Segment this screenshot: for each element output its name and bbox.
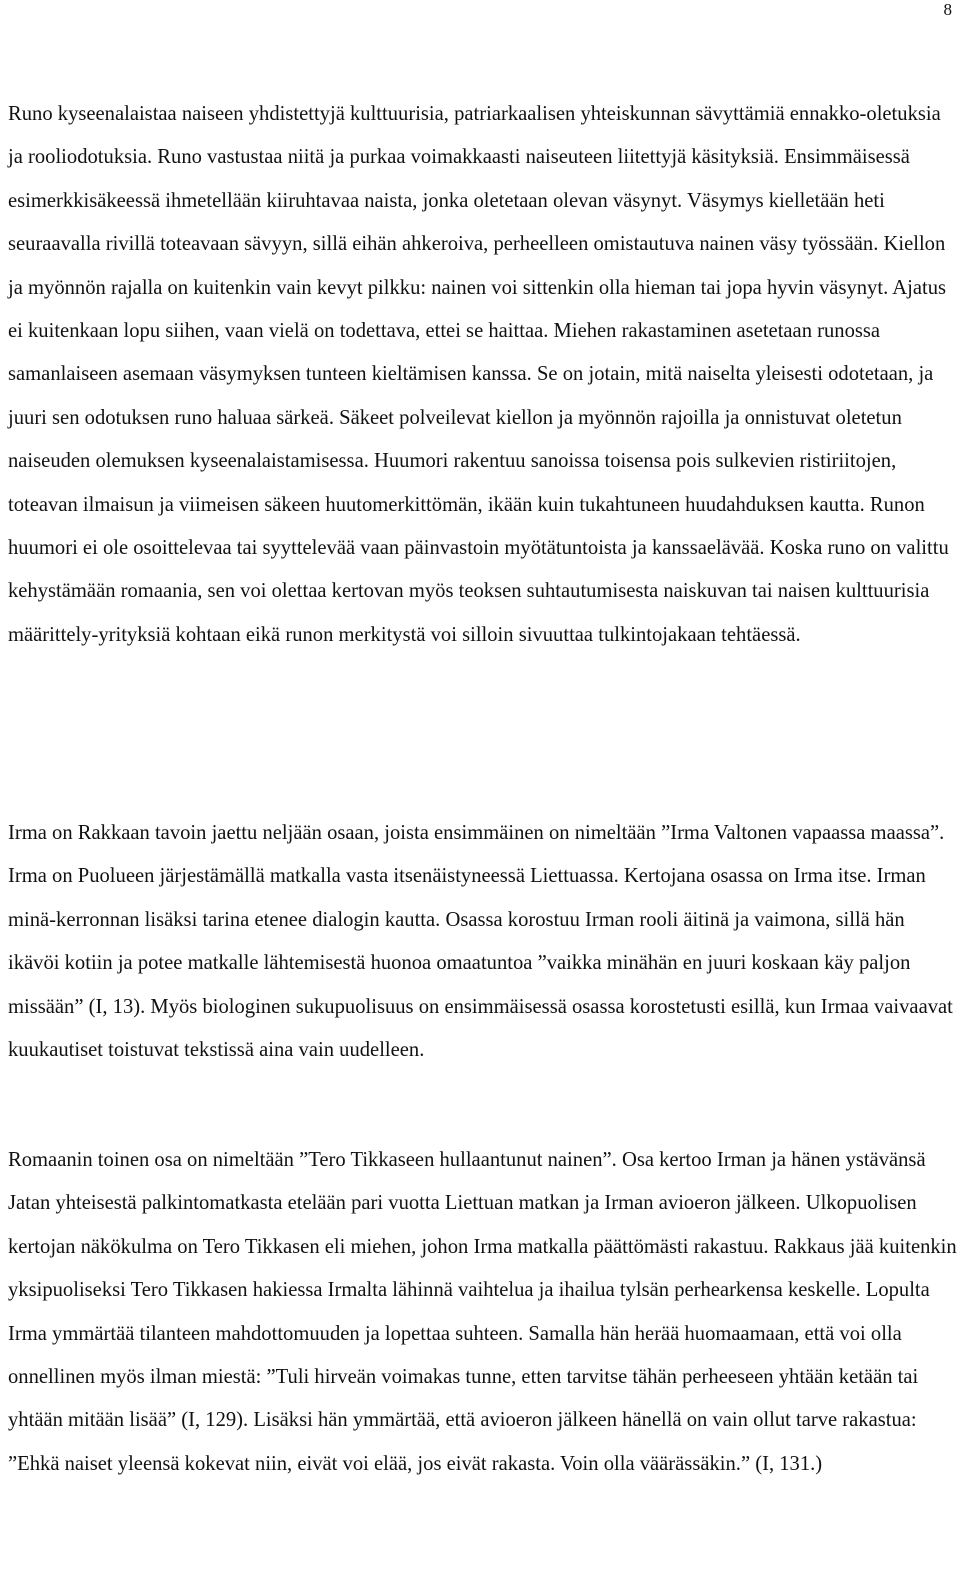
- paragraph-2: Irma on Rakkaan tavoin jaettu neljään osaan, joista ensimmäinen on nimeltään ”Irma Valtonen vapaassa maassa”. Irma on Puolueen järjestämällä matkalla vasta itsenäistyneessä Liettuassa. Kertojana osassa on Irma itse. Irman minä-kerronnan lisäksi tarina etenee dialogin kautta. Osassa korostuu Irman rooli äitinä ja vaimona, sillä hän ikävöi kotiin ja potee matkalle lähtemisestä huonoa omaatuntoa ”vaikka minähän en juuri koskaan käy paljon missään” (I, 13). Myös biologinen sukupuolisuus on ensimmäisessä osassa korostetusti esillä, kun Irmaa vaivaavat kuukautiset toistuvat tekstissä aina vain uudelleen.: [8, 822, 953, 1062]
- page-number: 8: [943, 0, 952, 19]
- paragraph-3: Romaanin toinen osa on nimeltään ”Tero Tikkaseen hullaantunut nainen”. Osa kertoo Irman ja hänen ystävänsä Jatan yhteisestä palkintomatkasta etelään pari vuotta Liettuan matkan ja Irman avioeron jälkeen. Ulkopuolisen kertojan näkökulma on Tero Tikkasen eli miehen, johon Irma matkalla päättömästi rakastuu. Rakkaus jää kuitenkin yksipuoliseksi Tero Tikkasen hakiessa Irmalta lähinnä vaihtelua ja ihailua tylsän perhearkensa keskelle. Lopulta Irma ymmärtää tilanteen mahdottomuuden ja lopettaa suhteen. Samalla hän herää huomaamaan, että voi olla onnellinen myös ilman miestä: ”Tuli hirveän voimakas tunne, etten tarvitse tähän perheeseen yhtään ketään tai yhtään mitään lisää” (I, 129). Lisäksi hän ymmärtää, että avioeron jälkeen hänellä on vain ollut tarve rakastua: ”Ehkä naiset yleensä kokevat niin, eivät voi elää, jos eivät rakasta. Voin olla väärässäkin.” (I, 131.): [8, 1149, 957, 1475]
- paragraph-1: Runo kyseenalaistaa naiseen yhdistettyjä kulttuurisia, patriarkaalisen yhteiskunnan sävyttämiä ennakko-oletuksia ja rooliodotuksia. Runo vastustaa niitä ja purkaa voimakkaasti naiseuteen liitettyjä käsityksiä. Ensimmäisessä esimerkkisäkeessä ihmetellään kiiruhtavaa naista, jonka oletetaan olevan väsynyt. Väsymys kielletään heti seuraavalla rivillä toteavaan sävyyn, sillä eihän ahkeroiva, perheelleen omistautuva nainen väsy työssään. Kiellon ja myönnön rajalla on kuitenkin vain kevyt pilkku: nainen voi sittenkin olla hieman tai jopa hyvin väsynyt. Ajatus ei kuitenkaan lopu siihen, vaan vielä on todettava, ettei se haittaa. Miehen rakastaminen asetetaan runossa samanlaiseen asemaan väsymyksen tunteen kieltämisen kanssa. Se on jotain, mitä naiselta yleisesti odotetaan, ja juuri sen odotuksen runo haluaa särkeä. Säkeet polveilevat kiellon ja myönnön rajoilla ja onnistuvat oletetun naiseuden olemuksen kyseenalaistamisessa. Huumori rakentuu sanoissa toisensa pois sulkevien ristiriitojen, toteavan ilmaisun ja viimeisen säkeen huutomerkittömän, ikään kuin tukahtuneen huudahduksen kautta. Runon huumori ei ole osoittelevaa tai syyttelevää vaan päinvastoin myötätuntoista ja kanssaelävää. Koska runo on valittu kehystämään romaania, sen voi olettaa kertovan myös teoksen suhtautumisesta naiskuvan tai naisen kulttuurisia määrittely-yrityksiä kohtaan eikä runon merkitystä voi silloin sivuuttaa tulkintojakaan tehtäessä.: [8, 103, 949, 646]
